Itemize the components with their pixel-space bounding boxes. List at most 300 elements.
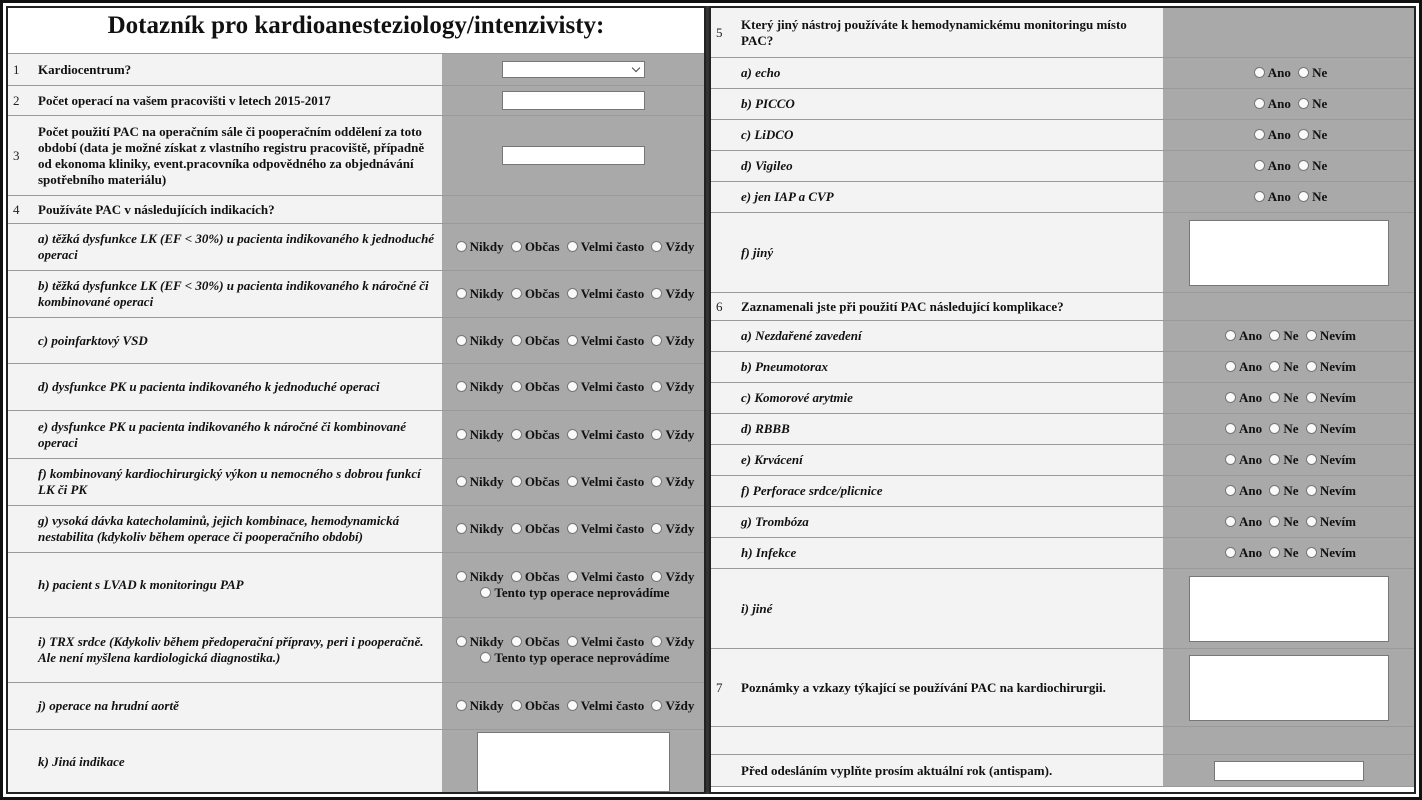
- spacer-row: [711, 727, 1414, 755]
- nevim-label: Nevím: [1319, 390, 1356, 405]
- monitoring-tool-item-answer: [1163, 151, 1414, 181]
- nevim-option[interactable]: [1302, 421, 1356, 436]
- other-tool-label: f) jiný: [735, 213, 1163, 292]
- complication-item-answer: [1163, 321, 1414, 351]
- nevim-option[interactable]: [1302, 390, 1356, 405]
- nevim-option[interactable]: [1302, 483, 1356, 498]
- radio-button[interactable]: [511, 700, 522, 711]
- ano-label: Ano: [1267, 158, 1291, 173]
- radio-button[interactable]: [1306, 485, 1317, 496]
- obcas-option[interactable]: [507, 379, 560, 394]
- ne-label: Ne: [1312, 96, 1328, 111]
- question-4-label: Používáte PAC v následujících indikacích?: [32, 196, 442, 223]
- vzdy-label: Vždy: [665, 569, 695, 584]
- operations-count-input[interactable]: [502, 91, 645, 110]
- ano-option[interactable]: [1250, 96, 1291, 111]
- radio-button[interactable]: [456, 636, 467, 647]
- velmi-casto-option[interactable]: [563, 239, 644, 254]
- radio-button[interactable]: [1225, 423, 1236, 434]
- velmi-casto-option[interactable]: [563, 379, 644, 394]
- ne-option[interactable]: [1294, 158, 1327, 173]
- question-5-row: [711, 8, 1414, 58]
- ano-option[interactable]: [1221, 545, 1262, 560]
- ano-label: Ano: [1239, 545, 1263, 560]
- neprovadime-label: Tento typ operace neprovádíme: [494, 650, 670, 665]
- monitoring-tool-item-row: [711, 58, 1414, 89]
- velmi-casto-option[interactable]: [563, 286, 644, 301]
- radio-button[interactable]: [1225, 516, 1236, 527]
- question-3-answer: [442, 116, 704, 195]
- radio-button[interactable]: [511, 636, 522, 647]
- radio-button[interactable]: [1306, 423, 1317, 434]
- ne-label: Ne: [1283, 452, 1299, 467]
- indication-item-label: e) dysfunkce PK u pacienta indikovaného k náročné či kombinované operaci: [32, 411, 442, 458]
- other-tool-textarea[interactable]: [1189, 220, 1389, 286]
- obcas-label: Občas: [524, 521, 560, 536]
- ne-option[interactable]: [1294, 96, 1327, 111]
- indication-item-label: b) těžká dysfunkce LK (EF < 30%) u pacienta indikovaného k náročné či kombinované operaci: [32, 271, 442, 317]
- ne-option[interactable]: [1294, 65, 1327, 80]
- radio-button[interactable]: [456, 241, 467, 252]
- ne-option[interactable]: [1265, 328, 1298, 343]
- ne-option[interactable]: [1265, 421, 1298, 436]
- radio-button[interactable]: [1269, 516, 1280, 527]
- ano-option[interactable]: [1221, 359, 1262, 374]
- ano-label: Ano: [1239, 328, 1263, 343]
- vzdy-label: Vždy: [665, 698, 695, 713]
- radio-button[interactable]: [511, 241, 522, 252]
- indication-item-row: [8, 318, 704, 364]
- nevim-label: Nevím: [1319, 545, 1356, 560]
- radio-button[interactable]: [1225, 547, 1236, 558]
- ano-label: Ano: [1239, 390, 1263, 405]
- radio-button[interactable]: [511, 381, 522, 392]
- nikdy-option[interactable]: [452, 634, 504, 649]
- complication-item-answer: [1163, 383, 1414, 413]
- velmi-casto-option[interactable]: [563, 427, 644, 442]
- nikdy-option[interactable]: [452, 698, 504, 713]
- question-2-label: Počet operací na vašem pracovišti v letech 2015-2017: [32, 86, 442, 115]
- radio-button[interactable]: [1225, 330, 1236, 341]
- ne-label: Ne: [1312, 158, 1328, 173]
- indication-item-label: d) dysfunkce PK u pacienta indikovaného k jednoduché operaci: [32, 364, 442, 410]
- velmi-casto-option[interactable]: [563, 474, 644, 489]
- radio-button[interactable]: [1254, 191, 1265, 202]
- vzdy-option[interactable]: [647, 474, 694, 489]
- ano-label: Ano: [1239, 452, 1263, 467]
- radio-button[interactable]: [1306, 330, 1317, 341]
- nikdy-option[interactable]: [452, 521, 504, 536]
- complication-item-label: b) Pneumotorax: [735, 352, 1163, 382]
- radio-button[interactable]: [1298, 98, 1309, 109]
- complication-item-label: h) Infekce: [735, 538, 1163, 568]
- question-4-row: [8, 196, 704, 224]
- radio-button[interactable]: [1306, 392, 1317, 403]
- radio-button[interactable]: [1225, 485, 1236, 496]
- ano-option[interactable]: [1221, 483, 1262, 498]
- complication-item-label: a) Nezdařené zavedení: [735, 321, 1163, 351]
- radio-button[interactable]: [1225, 361, 1236, 372]
- radio-button[interactable]: [1298, 191, 1309, 202]
- vzdy-label: Vždy: [665, 286, 695, 301]
- monitoring-tool-item-row: [711, 151, 1414, 182]
- question-number: 1: [8, 54, 32, 85]
- nikdy-label: Nikdy: [469, 332, 504, 348]
- nikdy-option[interactable]: [452, 474, 504, 489]
- obcas-label: Občas: [524, 698, 560, 713]
- indication-item-row: [8, 411, 704, 459]
- vzdy-label: Vždy: [665, 239, 695, 254]
- radio-button[interactable]: [456, 476, 467, 487]
- radio-button[interactable]: [456, 571, 467, 582]
- radio-button[interactable]: [1269, 361, 1280, 372]
- radio-button[interactable]: [567, 571, 578, 582]
- radio-button[interactable]: [651, 571, 662, 582]
- nikdy-option[interactable]: [452, 569, 504, 584]
- nevim-option[interactable]: [1302, 359, 1356, 374]
- velmi-casto-option[interactable]: [563, 698, 644, 713]
- ne-option[interactable]: [1265, 452, 1298, 467]
- complication-item-row: [711, 445, 1414, 476]
- radio-button[interactable]: [456, 381, 467, 392]
- obcas-label: Občas: [524, 379, 560, 394]
- vzdy-option[interactable]: [647, 379, 694, 394]
- left-form-panel: [6, 6, 706, 794]
- radio-button[interactable]: [651, 523, 662, 534]
- question-3-row: [8, 116, 704, 196]
- velmi-casto-label: Velmi často: [580, 474, 645, 489]
- ne-option[interactable]: [1265, 514, 1298, 529]
- obcas-option[interactable]: [507, 698, 560, 713]
- obcas-option[interactable]: [507, 427, 560, 442]
- nevim-label: Nevím: [1319, 452, 1356, 467]
- vzdy-option[interactable]: [647, 286, 694, 301]
- ne-option[interactable]: [1265, 483, 1298, 498]
- vzdy-option[interactable]: [647, 333, 694, 348]
- radio-button[interactable]: [651, 700, 662, 711]
- indication-item-answer: [442, 224, 704, 270]
- question-5f-row: [711, 213, 1414, 293]
- radio-button[interactable]: [1306, 547, 1317, 558]
- velmi-casto-option[interactable]: [563, 521, 644, 536]
- radio-button[interactable]: [651, 476, 662, 487]
- vzdy-option[interactable]: [647, 239, 694, 254]
- antispam-answer: [1163, 755, 1414, 786]
- nevim-option[interactable]: [1302, 328, 1356, 343]
- ne-label: Ne: [1312, 127, 1328, 142]
- indication-item-answer: [442, 271, 704, 317]
- neprovadime-option[interactable]: [476, 650, 669, 665]
- question-5-answer: [1163, 8, 1414, 57]
- vzdy-option[interactable]: [647, 569, 694, 584]
- antispam-year-input[interactable]: [1214, 761, 1364, 781]
- ano-label: Ano: [1267, 189, 1291, 204]
- ne-label: Ne: [1283, 359, 1299, 374]
- radio-button[interactable]: [1254, 129, 1265, 140]
- nevim-label: Nevím: [1319, 483, 1356, 498]
- question-2-row: [8, 86, 704, 116]
- ano-option[interactable]: [1250, 127, 1291, 142]
- radio-button[interactable]: [1254, 98, 1265, 109]
- radio-button[interactable]: [1225, 392, 1236, 403]
- radio-button[interactable]: [651, 241, 662, 252]
- radio-button[interactable]: [511, 335, 522, 346]
- obcas-label: Občas: [524, 426, 560, 442]
- indication-item-row: [8, 364, 704, 411]
- obcas-label: Občas: [524, 332, 560, 348]
- ano-option[interactable]: [1250, 65, 1291, 80]
- ne-label: Ne: [1312, 189, 1328, 204]
- monitoring-tool-item-answer: [1163, 89, 1414, 119]
- radio-button[interactable]: [567, 335, 578, 346]
- radio-button[interactable]: [1269, 392, 1280, 403]
- radio-button[interactable]: [511, 476, 522, 487]
- radio-button[interactable]: [1269, 423, 1280, 434]
- velmi-casto-option[interactable]: [563, 333, 644, 348]
- indication-item-answer: [442, 683, 704, 729]
- question-number: 4: [8, 196, 32, 223]
- velmi-casto-option[interactable]: [563, 569, 644, 584]
- ne-label: Ne: [1283, 483, 1299, 498]
- nikdy-option[interactable]: [452, 379, 504, 394]
- question-1-label: Kardiocentrum?: [32, 54, 442, 85]
- question-number: 5: [711, 8, 735, 57]
- question-7-answer: [1163, 649, 1414, 726]
- monitoring-tool-item-answer: [1163, 58, 1414, 88]
- radio-button[interactable]: [651, 636, 662, 647]
- complication-item-row: [711, 383, 1414, 414]
- question-5-label: Který jiný nástroj používáte k hemodynamickému monitoringu místo PAC?: [735, 8, 1163, 57]
- radio-button[interactable]: [511, 523, 522, 534]
- complication-item-answer: [1163, 507, 1414, 537]
- complication-item-row: [711, 321, 1414, 352]
- nikdy-label: Nikdy: [469, 426, 504, 442]
- complication-item-label: g) Trombóza: [735, 507, 1163, 537]
- velmi-casto-label: Velmi často: [580, 286, 645, 301]
- ano-option[interactable]: [1221, 328, 1262, 343]
- complication-item-label: d) RBBB: [735, 414, 1163, 444]
- notes-textarea[interactable]: [1189, 655, 1389, 721]
- complication-item-label: c) Komorové arytmie: [735, 383, 1163, 413]
- vzdy-label: Vždy: [665, 426, 695, 442]
- velmi-casto-label: Velmi často: [580, 426, 645, 442]
- nikdy-label: Nikdy: [469, 634, 504, 649]
- radio-button[interactable]: [567, 429, 578, 440]
- radio-button[interactable]: [1269, 485, 1280, 496]
- form-title: Dotazník pro kardioanesteziology/intenzivisty:: [8, 8, 704, 54]
- nevim-option[interactable]: [1302, 514, 1356, 529]
- vzdy-option[interactable]: [647, 427, 694, 442]
- nevim-label: Nevím: [1319, 514, 1356, 529]
- radio-button[interactable]: [651, 335, 662, 346]
- question-3-label: Počet použití PAC na operačním sále či pooperačním oddělení za toto období (data je možné získat z vlastního registru pracoviště, případně od ekonoma kliniky, event.pracovníka odpovědného za objednávání spotřebního materiálu): [32, 116, 442, 195]
- complication-item-answer: [1163, 445, 1414, 475]
- nikdy-label: Nikdy: [469, 239, 504, 254]
- other-tool-answer: [1163, 213, 1414, 292]
- ano-option[interactable]: [1221, 390, 1262, 405]
- complication-item-answer: [1163, 538, 1414, 568]
- velmi-casto-option[interactable]: [563, 634, 644, 649]
- radio-button[interactable]: [651, 429, 662, 440]
- vzdy-label: Vždy: [665, 332, 695, 348]
- question-6-label: Zaznamenali jste při použití PAC následující komplikace?: [735, 293, 1163, 320]
- velmi-casto-label: Velmi často: [580, 569, 645, 584]
- question-7-row: [711, 649, 1414, 727]
- radio-button[interactable]: [651, 288, 662, 299]
- radio-button[interactable]: [567, 476, 578, 487]
- ano-label: Ano: [1267, 96, 1291, 111]
- radio-button[interactable]: [456, 335, 467, 346]
- nevim-option[interactable]: [1302, 545, 1356, 560]
- ano-option[interactable]: [1221, 514, 1262, 529]
- velmi-casto-label: Velmi často: [580, 332, 645, 348]
- nevim-option[interactable]: [1302, 452, 1356, 467]
- indication-item-answer: [442, 318, 704, 363]
- nikdy-label: Nikdy: [469, 379, 504, 394]
- complication-item-label: e) Krvácení: [735, 445, 1163, 475]
- radio-button[interactable]: [480, 587, 491, 598]
- indication-item-label: i) TRX srdce (Kdykoliv během předoperační přípravy, peri i pooperačně. Ale není myšlena kardiologická diagnostika.): [32, 618, 442, 682]
- velmi-casto-label: Velmi často: [580, 634, 645, 649]
- question-1-row: [8, 54, 704, 86]
- ano-option[interactable]: [1221, 452, 1262, 467]
- ano-option[interactable]: [1221, 421, 1262, 436]
- nikdy-label: Nikdy: [469, 521, 504, 536]
- pac-usage-count-input[interactable]: [502, 146, 645, 165]
- vzdy-option[interactable]: [647, 698, 694, 713]
- ano-option[interactable]: [1250, 189, 1291, 204]
- ne-label: Ne: [1283, 328, 1299, 343]
- indication-item-row: [8, 459, 704, 506]
- ano-label: Ano: [1239, 359, 1263, 374]
- obcas-label: Občas: [524, 569, 560, 584]
- radio-button[interactable]: [1306, 454, 1317, 465]
- complication-item-row: [711, 414, 1414, 445]
- question-6-answer: [1163, 293, 1414, 320]
- nikdy-option[interactable]: [452, 333, 504, 348]
- monitoring-tool-item-row: [711, 182, 1414, 213]
- kardiocentrum-select[interactable]: [502, 61, 645, 78]
- question-1-answer: [442, 54, 704, 85]
- complication-item-answer: [1163, 352, 1414, 382]
- ano-label: Ano: [1239, 514, 1263, 529]
- indication-item-answer: [442, 364, 704, 410]
- complication-item-row: [711, 538, 1414, 569]
- other-complication-answer: [1163, 569, 1414, 648]
- other-complication-textarea[interactable]: [1189, 576, 1389, 642]
- radio-button[interactable]: [1225, 454, 1236, 465]
- nikdy-option[interactable]: [452, 239, 504, 254]
- ne-label: Ne: [1283, 390, 1299, 405]
- radio-button[interactable]: [567, 700, 578, 711]
- indication-item-row: [8, 506, 704, 553]
- question-7-label: Poznámky a vzkazy týkající se používání PAC na kardiochirurgii.: [735, 649, 1163, 726]
- radio-button[interactable]: [1306, 516, 1317, 527]
- ne-option[interactable]: [1265, 359, 1298, 374]
- ne-option[interactable]: [1294, 127, 1327, 142]
- ne-label: Ne: [1312, 65, 1328, 80]
- radio-button[interactable]: [567, 288, 578, 299]
- radio-button[interactable]: [1298, 67, 1309, 78]
- other-indication-textarea[interactable]: [477, 732, 670, 792]
- complication-item-row: [711, 507, 1414, 538]
- right-form-panel: [709, 6, 1416, 794]
- radio-button[interactable]: [651, 381, 662, 392]
- indication-item-label: h) pacient s LVAD k monitoringu PAP: [32, 553, 442, 617]
- obcas-option[interactable]: [507, 521, 560, 536]
- indication-item-label: f) kombinovaný kardiochirurgický výkon u nemocného s dobrou funkcí LK či PK: [32, 459, 442, 505]
- ano-label: Ano: [1239, 483, 1263, 498]
- nikdy-option[interactable]: [452, 286, 504, 301]
- radio-button[interactable]: [456, 288, 467, 299]
- question-6i-row: [711, 569, 1414, 649]
- vzdy-option[interactable]: [647, 521, 694, 536]
- radio-button[interactable]: [1298, 129, 1309, 140]
- ne-option[interactable]: [1265, 545, 1298, 560]
- indication-item-row: [8, 683, 704, 730]
- radio-button[interactable]: [567, 636, 578, 647]
- radio-button[interactable]: [511, 571, 522, 582]
- radio-button[interactable]: [456, 429, 467, 440]
- radio-button[interactable]: [1269, 547, 1280, 558]
- vzdy-option[interactable]: [647, 634, 694, 649]
- radio-button[interactable]: [567, 523, 578, 534]
- ne-option[interactable]: [1294, 189, 1327, 204]
- radio-button[interactable]: [1269, 454, 1280, 465]
- antispam-label: Před odesláním vyplňte prosím aktuální rok (antispam).: [735, 755, 1163, 786]
- radio-button[interactable]: [456, 523, 467, 534]
- nikdy-label: Nikdy: [469, 474, 504, 489]
- obcas-label: Občas: [524, 474, 560, 489]
- ne-option[interactable]: [1265, 390, 1298, 405]
- obcas-option[interactable]: [507, 239, 560, 254]
- complication-item-answer: [1163, 476, 1414, 506]
- question-6-row: [711, 293, 1414, 321]
- neprovadime-option[interactable]: [476, 585, 669, 600]
- radio-button[interactable]: [1269, 330, 1280, 341]
- nikdy-option[interactable]: [452, 427, 504, 442]
- indication-item-row: [8, 618, 704, 683]
- radio-button[interactable]: [1254, 160, 1265, 171]
- radio-button[interactable]: [1306, 361, 1317, 372]
- obcas-option[interactable]: [507, 474, 560, 489]
- ano-label: Ano: [1267, 65, 1291, 80]
- question-2-answer: [442, 86, 704, 115]
- indication-item-answer: [442, 459, 704, 505]
- vzdy-label: Vždy: [665, 379, 695, 394]
- indication-item-answer: [442, 553, 704, 617]
- radio-button[interactable]: [456, 700, 467, 711]
- radio-button[interactable]: [511, 429, 522, 440]
- indication-item-answer: [442, 411, 704, 458]
- radio-button[interactable]: [567, 241, 578, 252]
- ano-option[interactable]: [1250, 158, 1291, 173]
- obcas-option[interactable]: [507, 569, 560, 584]
- radio-button[interactable]: [567, 381, 578, 392]
- radio-button[interactable]: [1254, 67, 1265, 78]
- obcas-option[interactable]: [507, 286, 560, 301]
- indication-item-row: [8, 224, 704, 271]
- nikdy-label: Nikdy: [469, 698, 504, 713]
- obcas-option[interactable]: [507, 634, 560, 649]
- indication-item-answer: [442, 618, 704, 682]
- radio-button[interactable]: [1298, 160, 1309, 171]
- radio-button[interactable]: [480, 652, 491, 663]
- radio-button[interactable]: [511, 288, 522, 299]
- obcas-option[interactable]: [507, 333, 560, 348]
- monitoring-tool-item-row: [711, 120, 1414, 151]
- other-indication-answer: [442, 730, 704, 794]
